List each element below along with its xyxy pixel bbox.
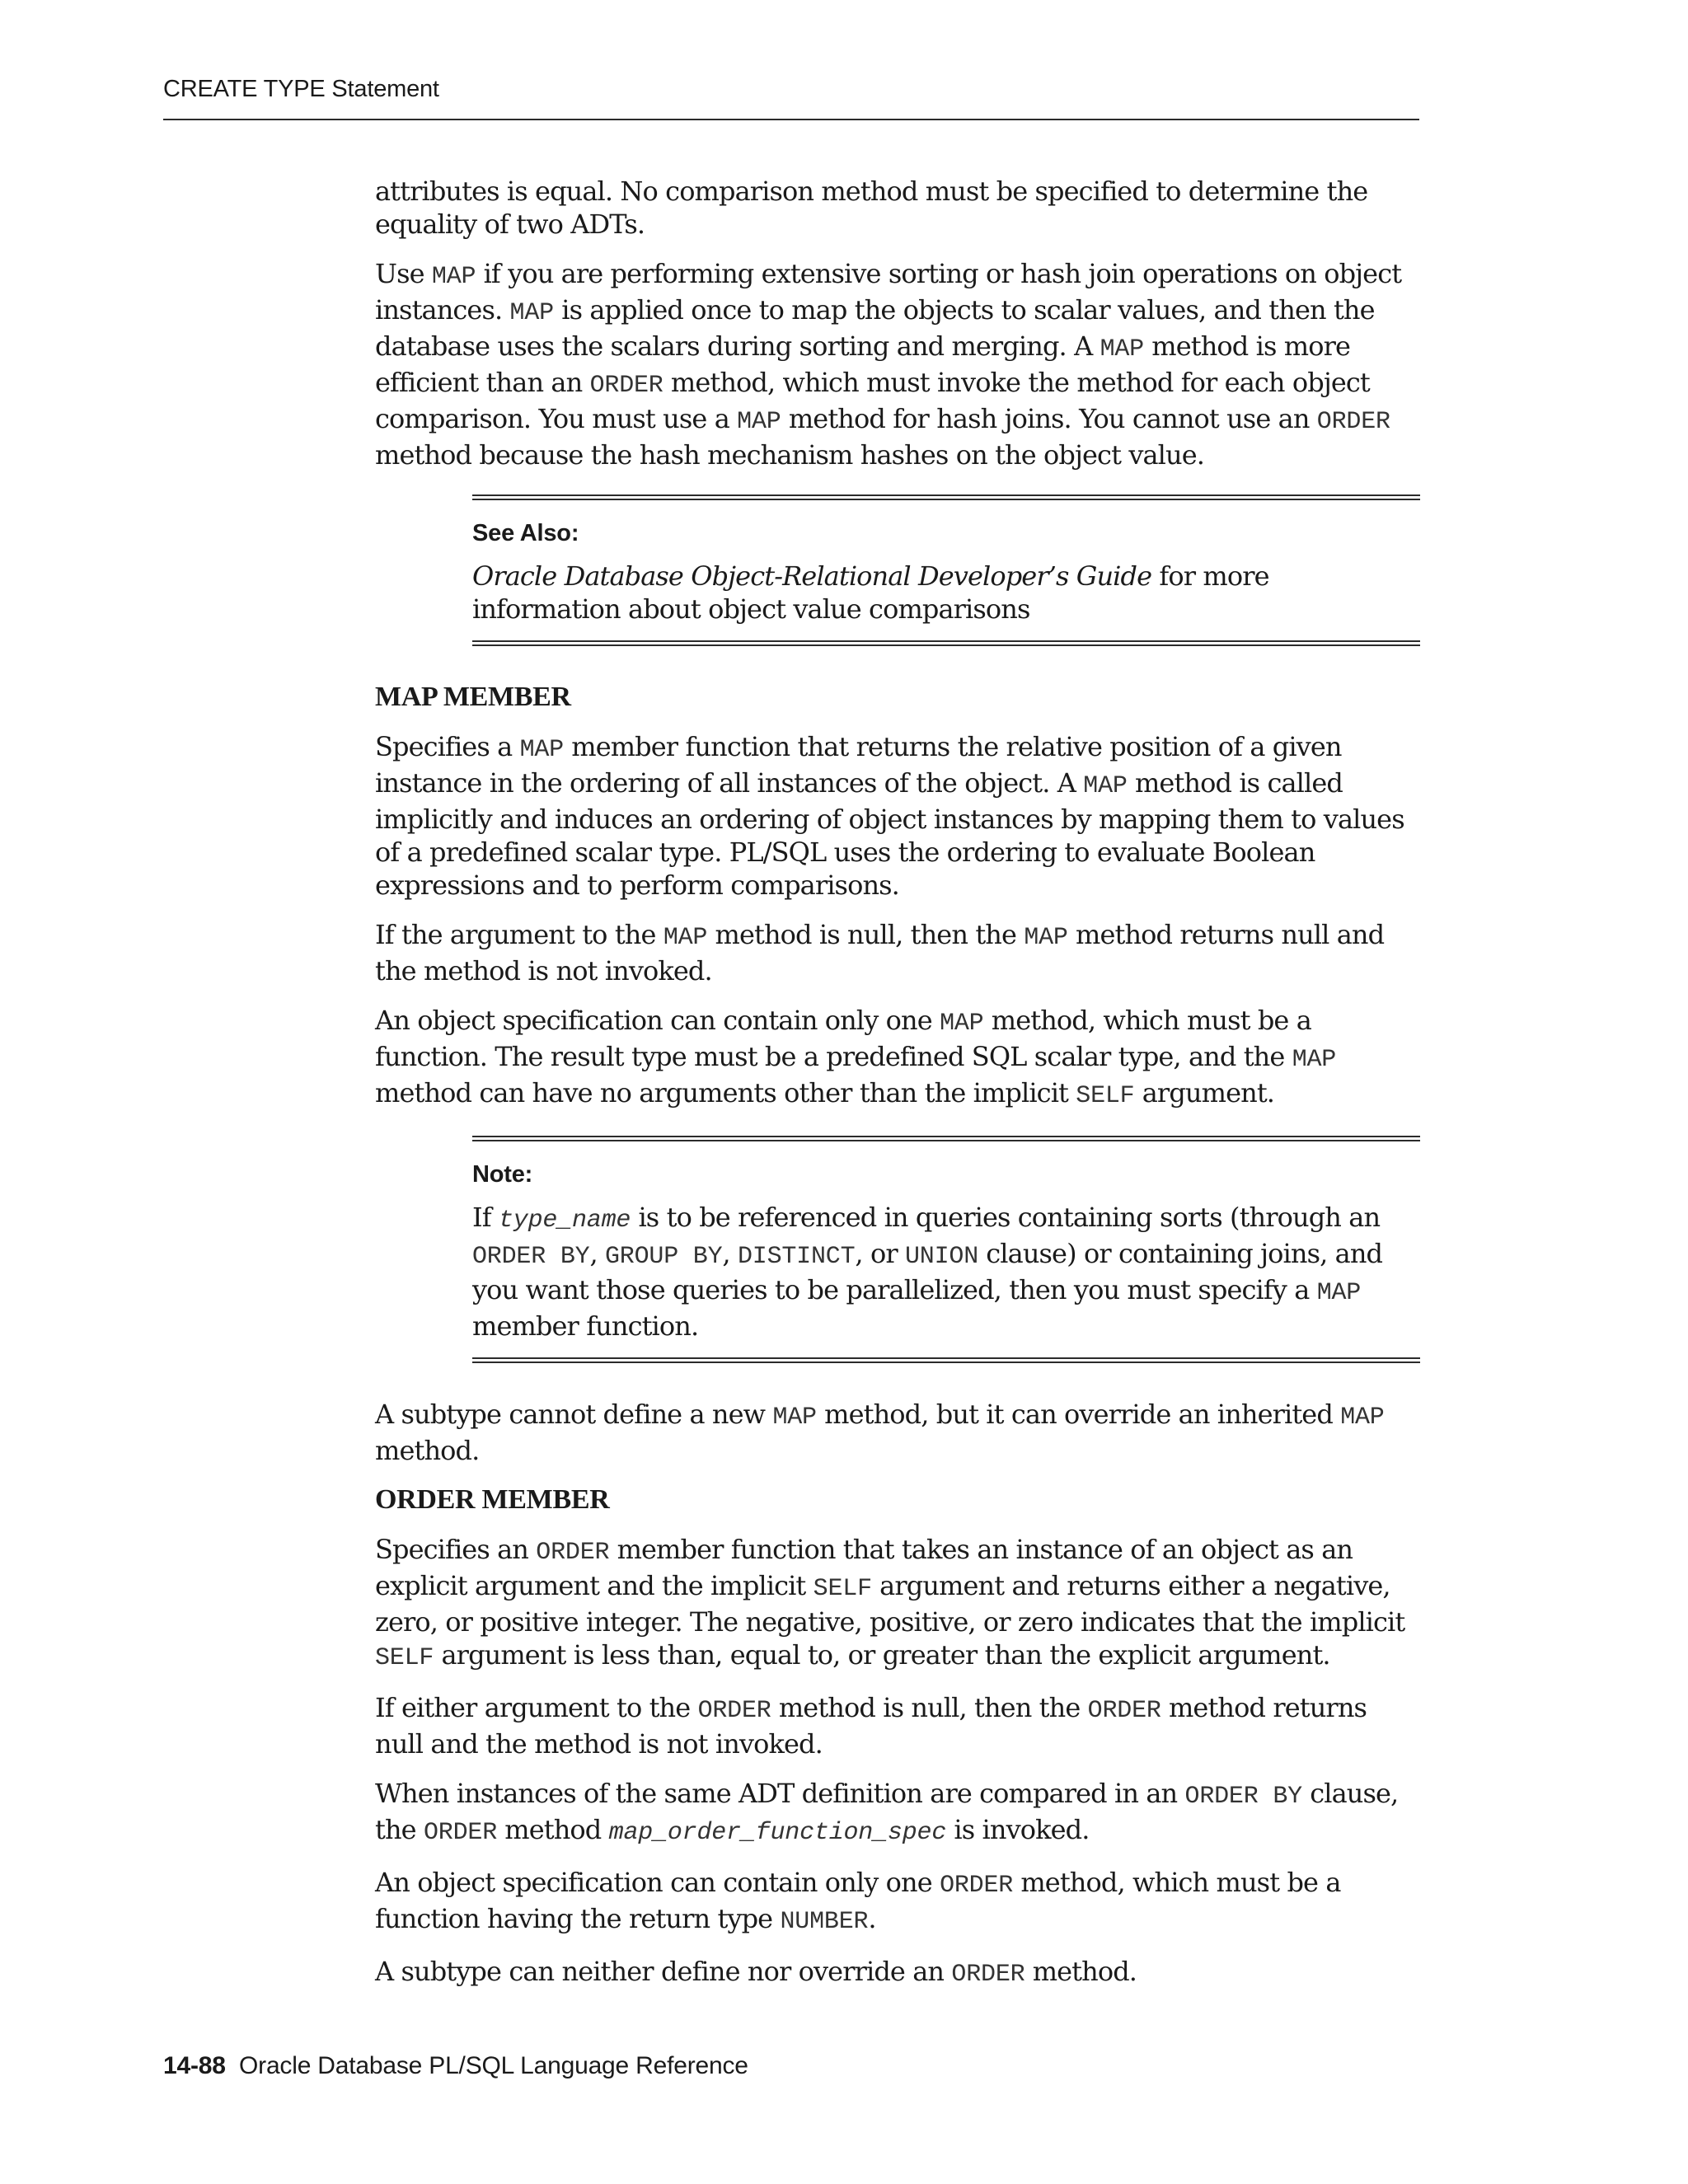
paragraph-use-map <box>375 257 1422 471</box>
code-keyword: ORDER <box>1316 408 1390 436</box>
see-also-box <box>472 494 1420 646</box>
paragraph-order-only-one <box>375 1866 1422 1938</box>
note-text <box>472 1201 1420 1343</box>
text: member function. <box>472 1310 699 1342</box>
heading-map-member: MAP MEMBER <box>375 682 571 712</box>
text: if you are performing extensive sorting or hash join operations on object instances. <box>375 258 1402 326</box>
code-keyword: MAP <box>940 1010 984 1038</box>
code-keyword: ORDER BY <box>1184 1783 1302 1811</box>
book-title: Oracle Database PL/SQL Language Reference <box>239 2052 748 2079</box>
text: method is more efficient than an <box>375 330 1351 398</box>
header-title: CREATE TYPE Statement <box>163 76 439 102</box>
page-content <box>375 175 1422 2008</box>
text: An object specification can contain only one <box>375 1867 940 1898</box>
text: method, which must be a function. The result type must be a predefined SQL scalar type, and the <box>375 1005 1311 1072</box>
code-keyword: ORDER <box>423 1819 497 1847</box>
code-keyword: MAP <box>1100 335 1144 363</box>
code-keyword: DISTINCT <box>737 1243 856 1271</box>
code-keyword: ORDER <box>697 1697 771 1725</box>
code-keyword: ORDER BY <box>472 1243 590 1271</box>
text: member function that takes an instance of an object as an explicit argument and the implicit <box>375 1534 1353 1601</box>
text: , or <box>855 1238 905 1269</box>
paragraph-map-only-one <box>375 1004 1422 1113</box>
text: A subtype cannot define a new <box>375 1399 773 1430</box>
text: An object specification can contain only one <box>375 1005 940 1036</box>
code-placeholder: type_name <box>498 1207 631 1235</box>
text: for more information about object value comparisons <box>472 560 1269 625</box>
text: method returns null and the method is not invoked. <box>375 919 1385 987</box>
code-keyword: MAP <box>1024 924 1068 952</box>
text: , <box>589 1238 605 1269</box>
text: method. <box>375 1435 480 1466</box>
code-keyword: ORDER <box>589 372 663 400</box>
paragraph-subtype-order <box>375 1955 1422 1991</box>
text: A subtype can neither define nor override an <box>375 1956 952 1987</box>
text: argument is less than, equal to, or greater than the explicit argument. <box>434 1639 1330 1671</box>
code-keyword: MAP <box>431 263 476 291</box>
code-keyword: GROUP BY <box>604 1243 723 1271</box>
text: If the argument to the <box>375 919 663 950</box>
paragraph-order-null <box>375 1691 1422 1760</box>
code-placeholder: map_order_function_spec <box>608 1819 947 1847</box>
code-keyword: MAP <box>519 736 564 764</box>
code-keyword: UNION <box>905 1243 979 1271</box>
text: argument and returns either a negative, zero, or positive integer. The negative, positive, or zero indicates that the implicit <box>375 1570 1405 1638</box>
paragraph-map-null <box>375 918 1422 987</box>
code-keyword: MAP <box>509 299 554 327</box>
code-keyword: MAP <box>737 408 781 436</box>
text: Use <box>375 258 432 289</box>
text: Specifies a <box>375 731 520 762</box>
text: method for hash joins. You cannot use an <box>781 403 1317 434</box>
text: If either argument to the <box>375 1692 698 1723</box>
text: If <box>472 1202 499 1233</box>
code-keyword: MAP <box>1316 1279 1362 1307</box>
code-keyword: MAP <box>772 1404 817 1432</box>
text: method can have no arguments other than the implicit <box>375 1077 1076 1108</box>
text: attributes is equal. No comparison method must be specified to determine the equality of two ADTs. <box>375 176 1368 240</box>
text: method, which must be a function having the return type <box>375 1867 1341 1934</box>
code-keyword: MAP <box>1083 772 1128 800</box>
text: is invoked. <box>946 1814 1090 1845</box>
code-keyword: ORDER <box>536 1539 610 1567</box>
paragraph-map-specifies <box>375 730 1422 902</box>
text: When instances of the same ADT definition are compared in an <box>375 1778 1185 1809</box>
text: . <box>868 1903 876 1934</box>
page-header <box>163 73 1419 120</box>
page-number: 14-88 <box>163 2052 226 2079</box>
book-reference-link[interactable]: Oracle Database Object-Relational Developer’s Guide <box>472 560 1152 592</box>
text: member function that returns the relative position of a given instance in the ordering of all instances of the object. A <box>375 731 1342 799</box>
code-keyword: ORDER <box>940 1872 1014 1900</box>
text: method is called implicitly and induces an ordering of object instances by mapping them to values of a predefined scalar type. PL/SQL uses the ordering to evaluate Boolean expressions and to perform comparisons. <box>375 767 1404 901</box>
heading-order-member: ORDER MEMBER <box>375 1484 610 1515</box>
code-keyword: SELF <box>813 1575 872 1603</box>
code-keyword: SELF <box>375 1644 434 1672</box>
paragraph-subtype-map <box>375 1398 1422 1467</box>
note-label: Note: <box>472 1161 533 1188</box>
code-keyword: NUMBER <box>780 1908 869 1936</box>
note-box <box>472 1136 1420 1363</box>
paragraph-order-specifies <box>375 1533 1422 1675</box>
code-keyword: ORDER <box>951 1961 1025 1989</box>
text: clause) or containing joins, and you want those queries to be parallelized, then you must specify a <box>472 1238 1383 1305</box>
text: is to be referenced in queries containing sorts (through an <box>631 1202 1381 1233</box>
see-also-label: See Also: <box>472 520 579 546</box>
text: method is null, then the <box>771 1692 1088 1723</box>
code-keyword: ORDER <box>1087 1697 1161 1725</box>
text: is applied once to map the objects to scalar values, and then the database uses the scalars during sorting and merging. A <box>375 294 1375 362</box>
code-keyword: MAP <box>663 924 708 952</box>
code-keyword: MAP <box>1340 1404 1385 1432</box>
text: method, but it can override an inherited <box>816 1399 1341 1430</box>
text: method returns null and the method is not invoked. <box>375 1692 1367 1760</box>
paragraph-equality <box>375 175 1422 241</box>
paragraph-order-by <box>375 1777 1422 1849</box>
text: method. <box>1025 1956 1137 1987</box>
see-also-text <box>472 560 1420 626</box>
text: method, which must invoke the method for each object comparison. You must use a <box>375 367 1370 434</box>
text: argument. <box>1134 1077 1275 1108</box>
text: clause, the <box>375 1778 1399 1845</box>
text: method because the hash mechanism hashes on the object value. <box>375 439 1205 471</box>
text: method is null, then the <box>707 919 1025 950</box>
page-footer <box>163 2052 748 2080</box>
code-keyword: MAP <box>1292 1046 1337 1074</box>
text: method <box>497 1814 609 1845</box>
code-keyword: SELF <box>1076 1082 1135 1110</box>
text: , <box>722 1238 738 1269</box>
text: Specifies an <box>375 1534 537 1565</box>
